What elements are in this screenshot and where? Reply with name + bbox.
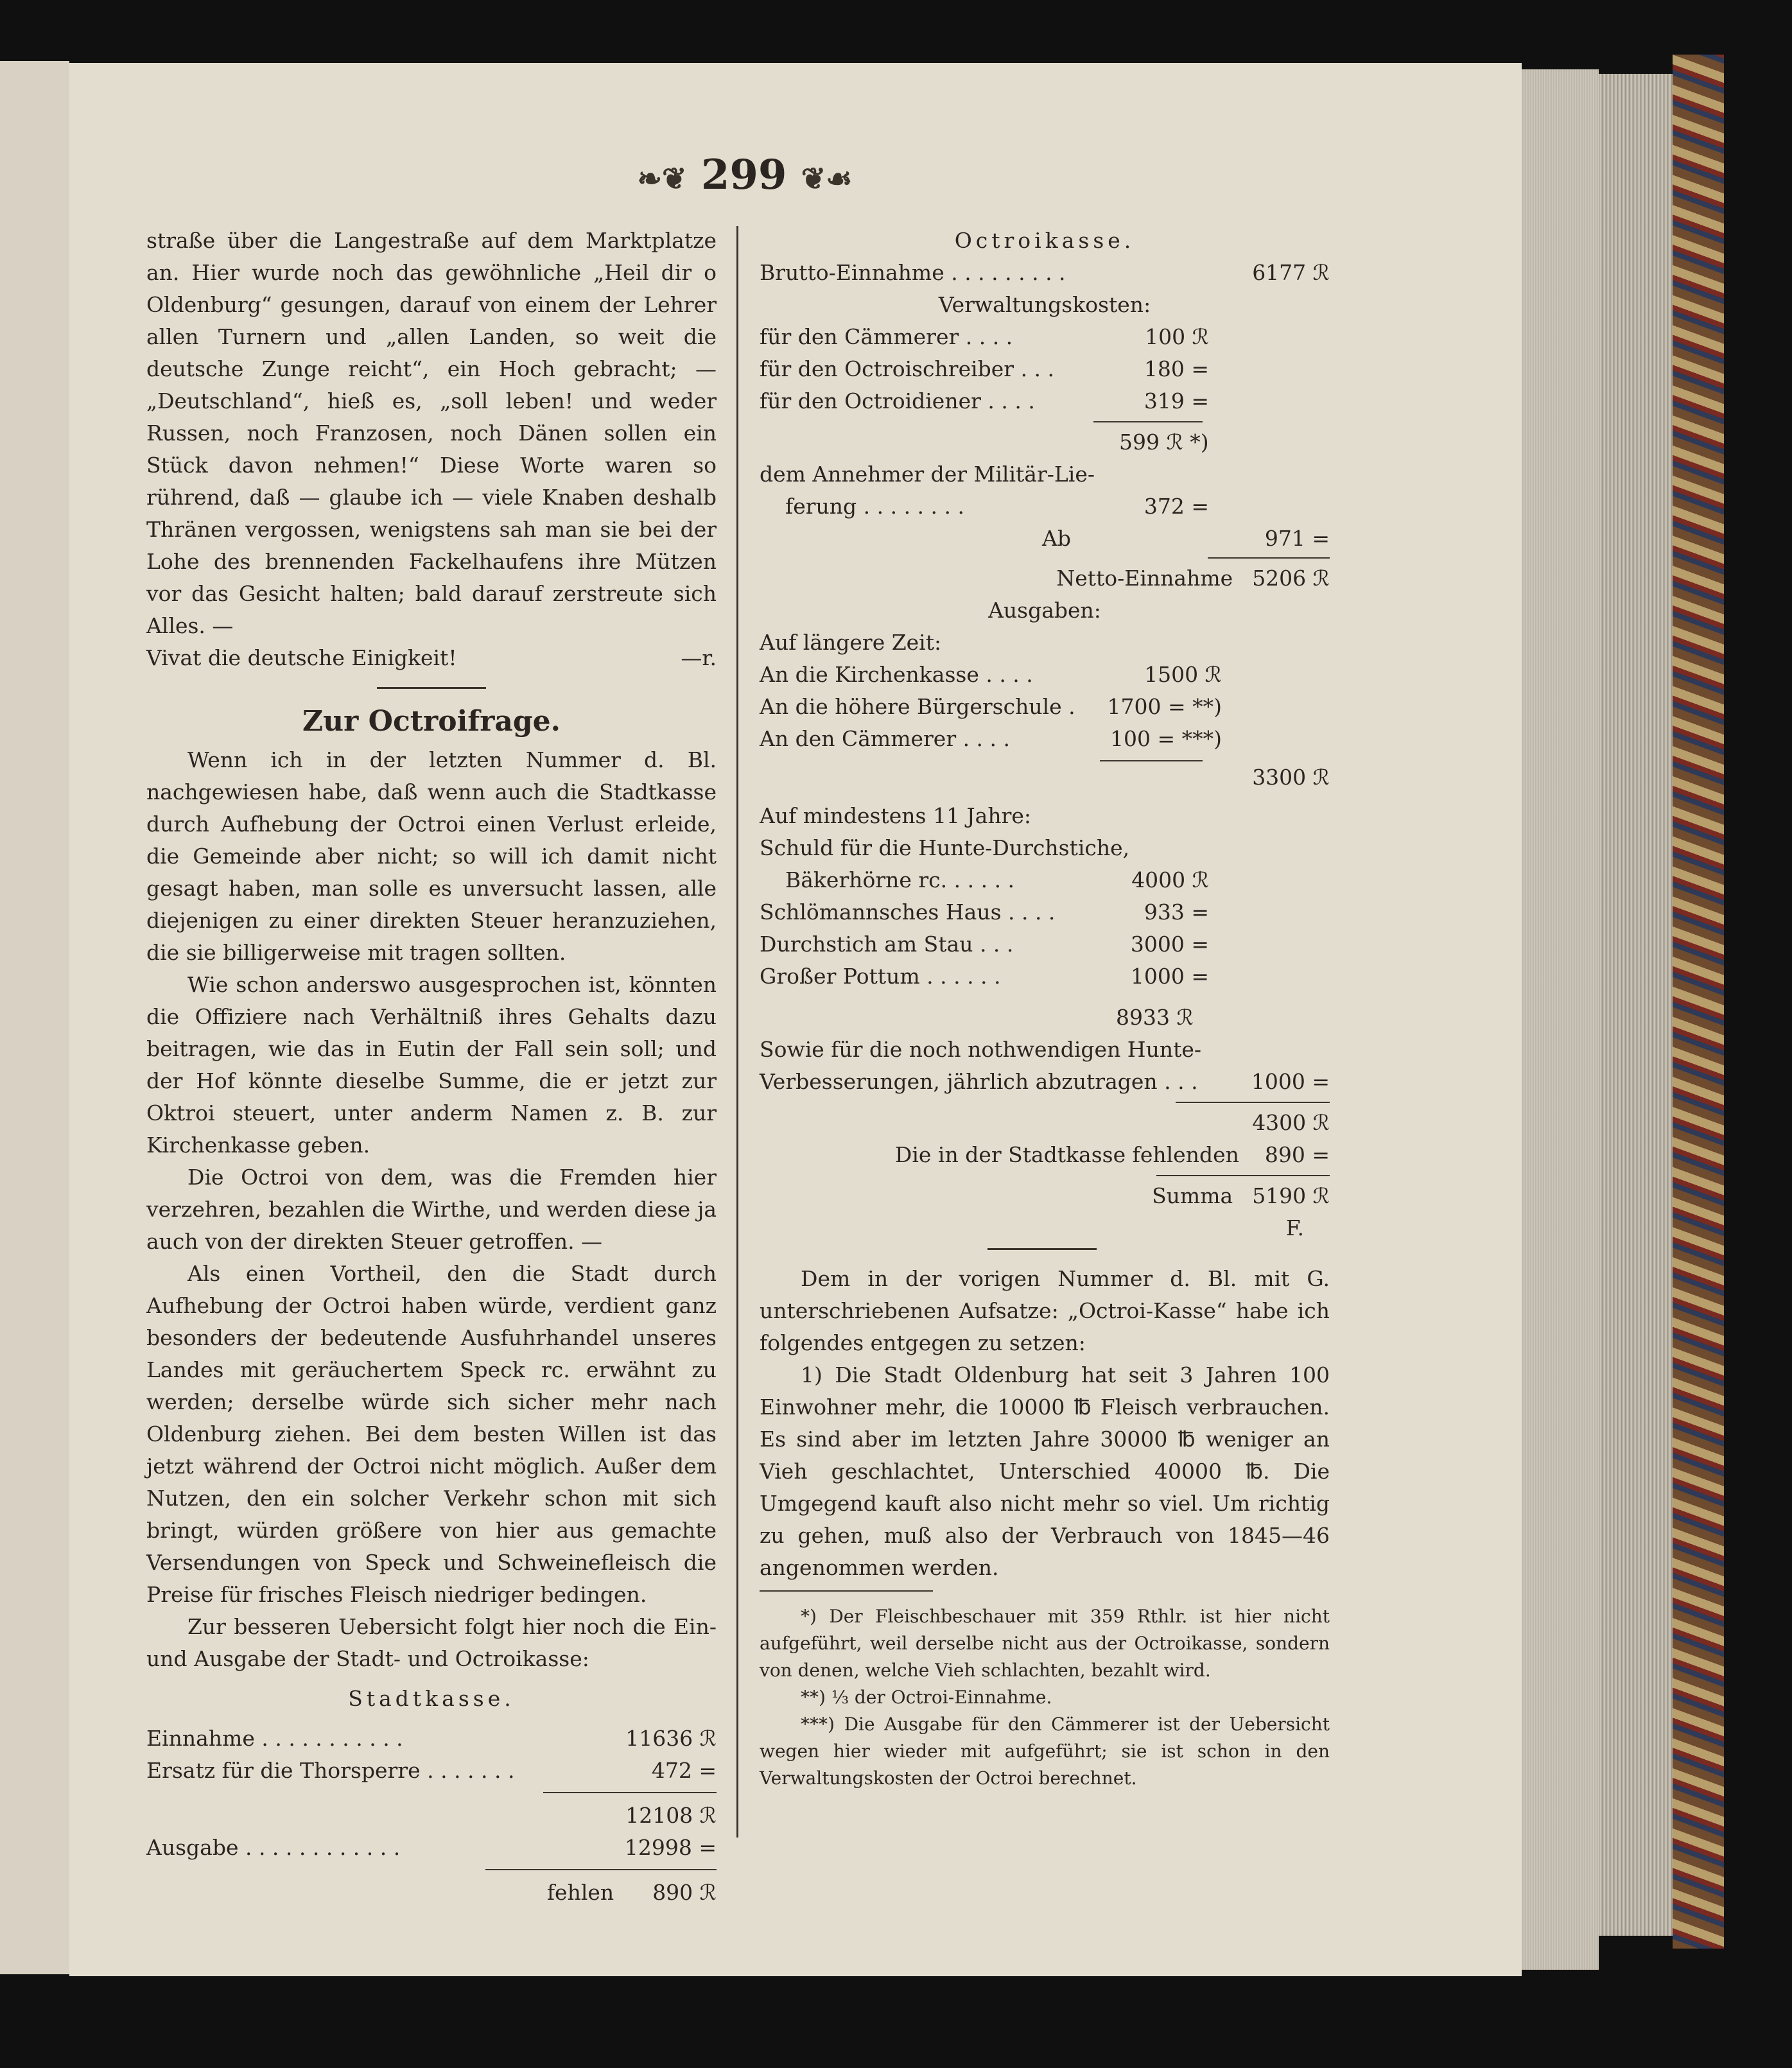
column-divider: [736, 226, 738, 1838]
stadtkasse-title: Stadtkasse.: [348, 1686, 515, 1711]
verwaltung-sum: 599 ℛ *): [1119, 430, 1209, 455]
laengere-value: 1700 = **): [1107, 694, 1222, 719]
militaer-value: 372 =: [1144, 494, 1209, 519]
footnote: **) ⅓ der Octroi-Einnahme.: [801, 1687, 1052, 1708]
section-separator: [377, 687, 486, 689]
elf-title: Auf mindestens 11 Jahre:: [760, 803, 1032, 828]
reply-paragraph: 1) Die Stadt Oldenburg hat seit 3 Jahren 100 Einwohner mehr, die 10000 ℔ Fleisch verbrauchen. Es sind aber im letzten Jahre 30000 ℔ weniger an Vieh geschlachtet, Unterschied 40000 ℔. Die Umgegend kauft also nicht mehr so viel. Um richtig zu gehen, muß also der Verbrauch von 1845—46 angenommen werden.: [760, 1362, 1330, 1580]
elf-label: Bäkerhörne rc. . . . . .: [785, 867, 1015, 892]
fehlen-row: [146, 1877, 717, 1909]
intro-signature: —r.: [681, 645, 717, 670]
article-signature: F.: [1285, 1215, 1304, 1240]
brutto-label: Brutto-Einnahme . . . . . . . . .: [760, 260, 1066, 285]
fehlend-label: Die in der Stadtkasse fehlenden: [894, 1142, 1239, 1167]
elf-value: 4000 ℛ: [1131, 867, 1209, 892]
laengere-sum-row: [760, 761, 1330, 794]
sum-rule: [1093, 421, 1203, 422]
section-separator: [987, 1248, 1097, 1250]
article-paragraph: Zur besseren Uebersicht folgt hier noch die Ein- und Ausgabe der Stadt- und Octroikasse:: [146, 1614, 717, 1671]
laengere-value: 100 = ***): [1110, 726, 1222, 751]
brutto-row: [760, 257, 1330, 289]
page-stack-edges-outer: [1599, 74, 1673, 1936]
laengere-row: [760, 659, 1222, 691]
sum-rule: [1208, 557, 1330, 559]
einnahme-label: Einnahme . . . . . . . . . . .: [146, 1726, 403, 1751]
hunte-label: Verbesserungen, jährlich abzutragen . . .: [760, 1069, 1198, 1094]
footnote: *) Der Fleischbeschauer mit 359 Rthlr. ist hier nicht aufgeführt, weil derselbe nicht aus der Octroikasse, sondern von denen, welche Vieh schlachten, bezahlt wird.: [760, 1606, 1330, 1681]
page-stack-edges: [1522, 69, 1599, 1970]
elf-value: 3000 =: [1130, 932, 1209, 957]
militaer-label: dem Annehmer der Militär-Lie-: [760, 462, 1095, 487]
elf-line: Schuld für die Hunte-Durchstiche,: [760, 835, 1130, 860]
page-number: 299: [700, 151, 787, 199]
octroikasse-title: Octroikasse.: [954, 228, 1135, 253]
footnote: ***) Die Ausgabe für den Cämmerer ist der Uebersicht wegen hier wieder mit aufgeführt; sie ist schon in den Verwaltungskosten der Octroi berechnet.: [760, 1714, 1330, 1789]
verwaltung-value: 100 ℛ: [1145, 324, 1209, 349]
summa-value: 5190 ℛ: [1252, 1183, 1330, 1208]
laengere-title: Auf längere Zeit:: [760, 630, 942, 655]
ornament-left-icon: ❧❦: [637, 161, 687, 196]
brutto-value: 6177 ℛ: [1252, 260, 1330, 285]
sum-rule: [543, 1792, 717, 1793]
laengere-row: [760, 691, 1222, 723]
netto-value: 5206 ℛ: [1252, 566, 1330, 591]
laengere-label: An die Kirchenkasse . . . .: [760, 662, 1033, 687]
militaer-row: [760, 491, 1209, 523]
right-column: [760, 225, 1330, 1792]
article-paragraph: Als einen Vortheil, den die Stadt durch Aufhebung der Octroi haben würde, verdient ganz besonders der bedeutende Ausfuhrhandel unseres Landes mit geräuchertem Speck rc. erwähnt zu werden; derselbe würde sich sicher mehr nach Oldenburg ziehen. Bei dem besten Willen ist das jetzt während der Octroi nicht möglich. Außer dem Nutzen, den ein solcher Verkehr schon mit sich bringt, würden größere von hier aus gemachte Versendungen von Speck und Schweinefleisch die Preise für frisches Fleisch niedriger bedingen.: [146, 1261, 717, 1607]
laengere-label: An den Cämmerer . . . .: [760, 726, 1011, 751]
elf-row: [760, 960, 1209, 993]
elf-row: [760, 928, 1209, 960]
hunte-line: Sowie für die noch nothwendigen Hunte-: [760, 1037, 1202, 1062]
fehlen-label: fehlen: [546, 1880, 614, 1905]
hunte-row: [760, 1066, 1330, 1098]
total-ausgaben: 4300 ℛ: [1252, 1110, 1330, 1135]
elf-value: 1000 =: [1130, 964, 1209, 989]
stadtkasse-row: [146, 1755, 717, 1787]
fehlen-value: 890 ℛ: [652, 1880, 717, 1905]
article-paragraph: Die Octroi von dem, was die Fremden hier verzehren, bezahlen die Wirthe, und werden diese ja auch von der direkten Steuer getroffen. —: [146, 1165, 717, 1254]
footnotes: [760, 1603, 1330, 1792]
ausgabe-label: Ausgabe . . . . . . . . . . . .: [146, 1835, 401, 1860]
vivat-line: Vivat die deutsche Einigkeit!: [146, 645, 457, 670]
verwaltung-title: Verwaltungskosten:: [938, 292, 1151, 317]
summa-row: [760, 1180, 1330, 1212]
facing-page-edge: [0, 61, 69, 1974]
summa-label: Summa: [1152, 1183, 1233, 1208]
verwaltung-row: [760, 353, 1209, 385]
ersatz-label: Ersatz für die Thorsperre . . . . . . .: [146, 1758, 515, 1783]
article-paragraph: Wenn ich in der letzten Nummer d. Bl. nachgewiesen habe, daß wenn auch die Stadtkasse durch Aufhebung der Octroi einen Verlust erleide, die Gemeinde aber nicht; so will ich damit nicht gesagt haben, man solle es unversucht lassen, alle diejenigen zu einer direkten Steuer heranzuziehen, die sie billigerweise mit tragen sollten.: [146, 747, 717, 965]
einnahme-value: 11636 ℛ: [625, 1726, 717, 1751]
fehlend-row: [760, 1139, 1330, 1171]
elf-label: Großer Pottum . . . . . .: [760, 964, 1001, 989]
article-paragraph: Wie schon anderswo ausgesprochen ist, könnten die Offiziere nach Verhältniß ihres Gehalts dazu beitragen, wie das in Eutin der Fall sein soll; und der Hof könnte dieselbe Summe, die er jetzt zur Oktroi steuert, unter anderm Namen z. B. zur Kirchenkasse geben.: [146, 972, 717, 1158]
netto-label: Netto-Einnahme: [1056, 566, 1233, 591]
laengere-value: 1500 ℛ: [1144, 662, 1222, 687]
verwaltung-label: für den Octroischreiber . . .: [760, 356, 1055, 381]
intro-paragraph: straße über die Langestraße auf dem Marktplatze an. Hier wurde noch das gewöhnliche „Heil dir o Oldenburg“ gesungen, darauf von einem der Lehrer allen Turnern und „allen Landen, so weit die deutsche Zunge reicht“, ein Hoch gebracht; — „Deutschland“, hieß es, „soll leben! und weder Russen, noch Franzosen, noch Dänen sollen ein Stück davon nehmen!“ Diese Worte waren so rührend, daß — glaube ich — viele Knaben deshalb Thränen vergossen, wenigstens sah man sie bei der Lohe des brennenden Fackelhaufens ihre Mützen vor das Gesicht halten; bald darauf zerstreute sich Alles. —: [146, 228, 717, 638]
sum-rule: [1156, 1175, 1330, 1176]
elf-value: 933 =: [1144, 899, 1209, 925]
reply-paragraph: Dem in der vorigen Nummer d. Bl. mit G. unterschriebenen Aufsatze: „Octroi-Kasse“ habe ich folgendes entgegen zu setzen:: [760, 1266, 1330, 1355]
stadtkasse-sum: 12108 ℛ: [625, 1803, 717, 1828]
elf-sum: 8933 ℛ: [1116, 1005, 1194, 1030]
ab-value: 971 =: [1264, 526, 1330, 551]
stadtkasse-row: [146, 1832, 717, 1864]
elf-row: [760, 896, 1209, 928]
laengere-sum: 3300 ℛ: [1252, 765, 1330, 790]
sum-rule: [485, 1869, 717, 1870]
verwaltung-value: 180 =: [1144, 356, 1209, 381]
stadtkasse-row: [146, 1723, 717, 1755]
laengere-label: An die höhere Bürgerschule .: [760, 694, 1075, 719]
verwaltung-row: [760, 385, 1209, 417]
total-ausgaben-row: [760, 1107, 1330, 1139]
intro-closing: [146, 642, 717, 674]
ersatz-value: 472 =: [651, 1758, 717, 1783]
sum-rule: [1176, 1102, 1330, 1103]
verwaltung-label: für den Octroidiener . . . .: [760, 388, 1035, 413]
elf-row: [760, 864, 1209, 896]
ab-row: [760, 523, 1330, 555]
verwaltung-label: für den Cämmerer . . . .: [760, 324, 1013, 349]
verwaltung-row: [760, 321, 1209, 353]
netto-row: [760, 562, 1330, 595]
ausgabe-value: 12998 =: [624, 1835, 717, 1860]
ausgaben-title: Ausgaben:: [988, 598, 1101, 623]
laengere-row: [760, 723, 1222, 755]
stadtkasse-sum-row: [146, 1800, 717, 1832]
militaer-label-cont: ferung . . . . . . . .: [785, 494, 964, 519]
article-heading: Zur Octroifrage.: [302, 705, 561, 738]
left-column: [146, 225, 717, 1909]
verwaltung-value: 319 =: [1144, 388, 1209, 413]
footnote-rule: [760, 1590, 933, 1592]
fehlend-value: 890 =: [1264, 1142, 1330, 1167]
ab-label: Ab: [1042, 526, 1071, 551]
elf-label: Durchstich am Stau . . .: [760, 932, 1014, 957]
ornament-right-icon: ❦☙: [801, 161, 853, 196]
page-header: [578, 151, 912, 199]
hunte-value: 1000 =: [1251, 1069, 1330, 1094]
elf-label: Schlömannsches Haus . . . .: [760, 899, 1056, 925]
marbled-cover-edge: [1673, 55, 1724, 1949]
